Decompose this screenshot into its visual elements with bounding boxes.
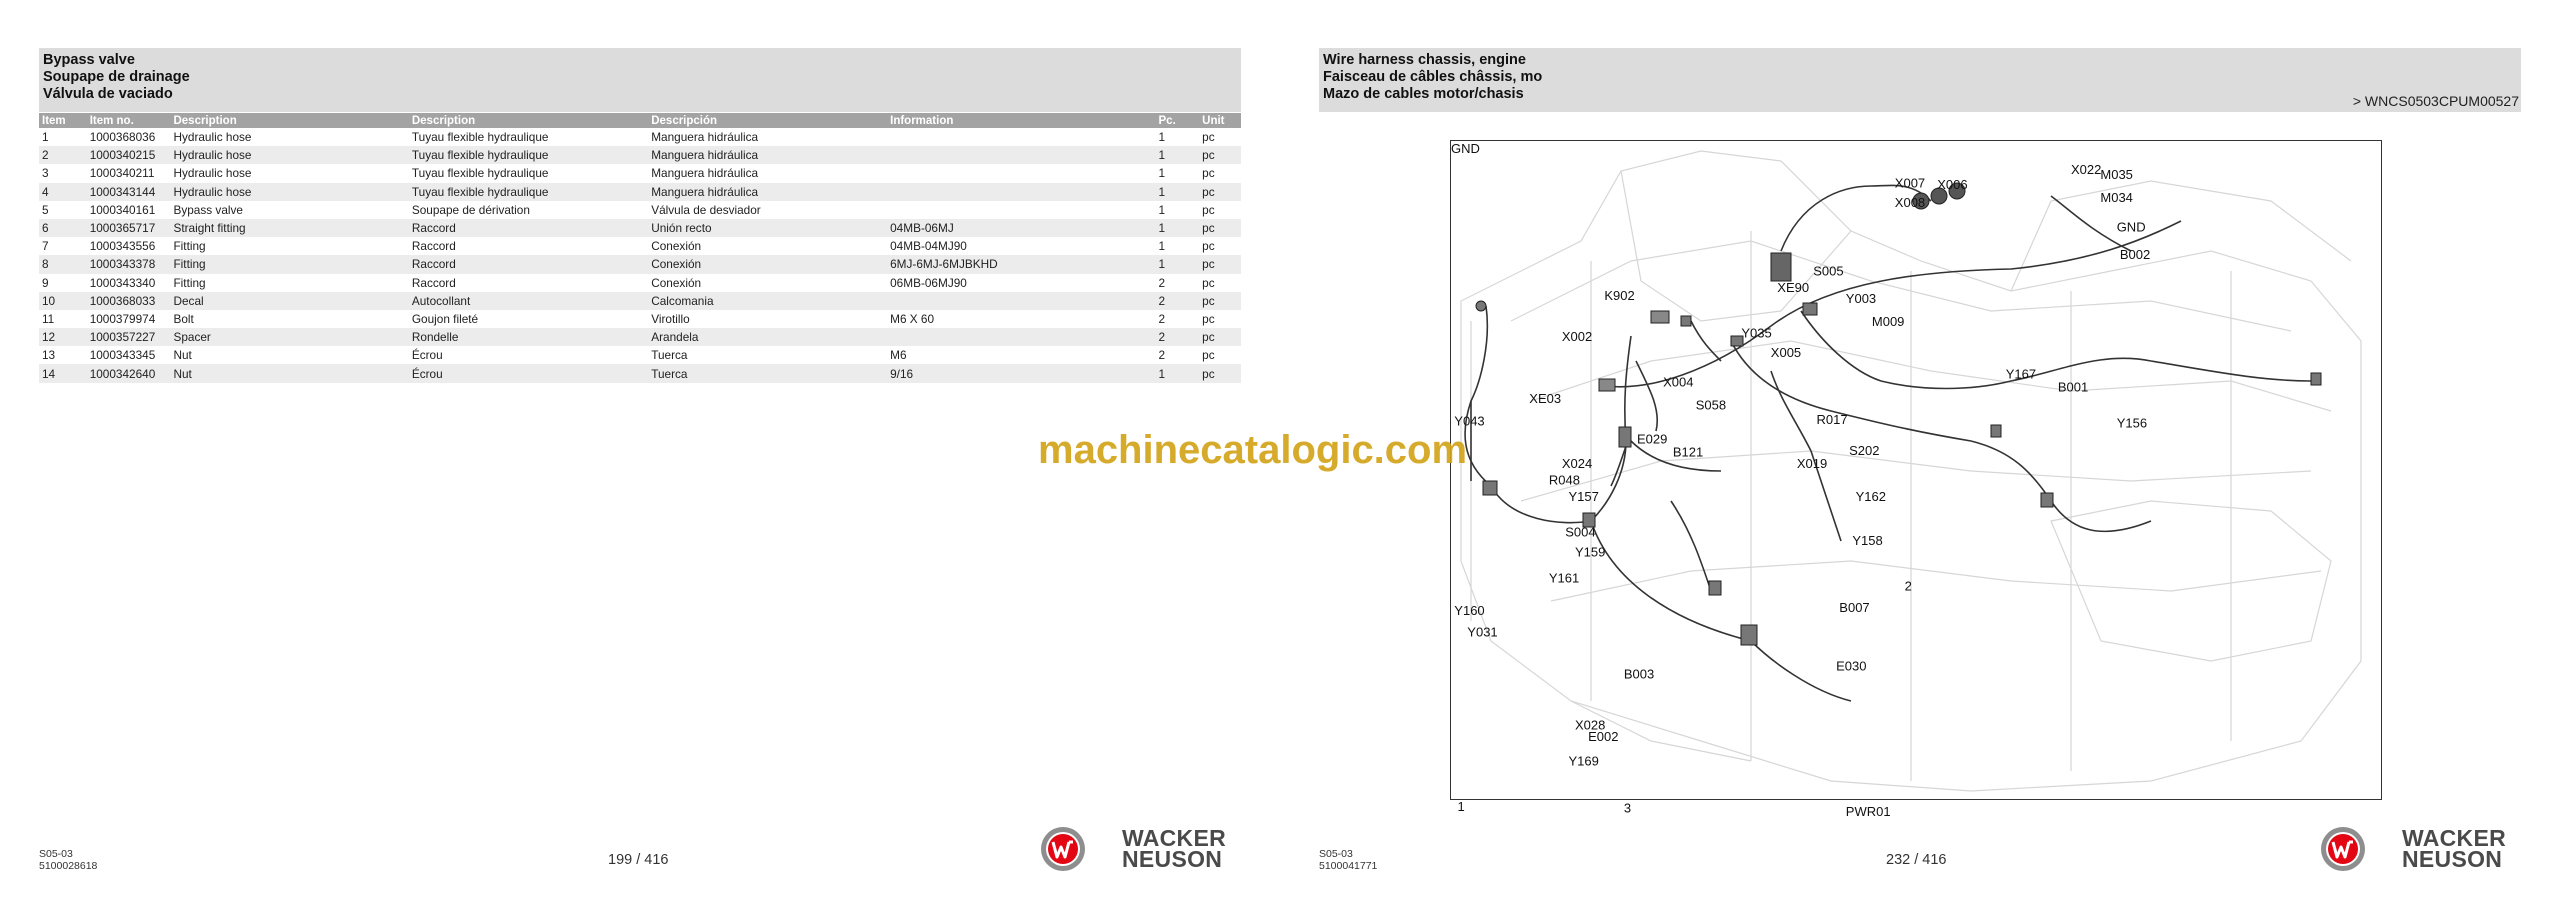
wacker-neuson-logo [2320, 826, 2520, 872]
col-information: Information [887, 113, 1155, 128]
callout-label: E030 [1836, 658, 1867, 674]
page-number: 232 / 416 [1886, 852, 1947, 868]
description-en-cell: Spacer [170, 328, 408, 346]
callout-label: E029 [1637, 431, 1668, 447]
callout-label: Y167 [2005, 366, 2037, 382]
information-cell [887, 183, 1155, 201]
description-en-cell: Hydraulic hose [173, 166, 252, 181]
callout-label: X002 [1561, 328, 1593, 344]
footer-doc-code [39, 848, 97, 872]
item-cell: 6 [39, 219, 87, 237]
unit-cell: pc [1199, 255, 1241, 273]
footer-section: S05-03 [1319, 848, 1353, 860]
table-row [39, 128, 1241, 146]
reference-link[interactable]: > WNCS0503CPUM00527 [2352, 93, 2519, 109]
parts-table [39, 113, 1241, 383]
description-en-cell: Fitting [173, 275, 206, 290]
description-fr-cell: Écrou [409, 364, 648, 382]
information-cell: M6 X 60 [890, 311, 935, 326]
callout-label: Y035 [1741, 325, 1772, 341]
unit-cell: pc [1202, 130, 1215, 145]
pc-cell: 2 [1158, 311, 1166, 326]
unit-cell: pc [1202, 275, 1215, 290]
unit-cell: pc [1202, 311, 1215, 326]
item-cell: 5 [42, 202, 49, 217]
item-no-cell: 1000365717 [87, 219, 171, 237]
item-no-cell: 1000343144 [87, 183, 171, 201]
title-en: Wire harness chassis, engine [1323, 52, 1526, 68]
item-no-cell: 1000340215 [87, 146, 171, 164]
information-cell: 9/16 [887, 364, 1155, 382]
callout-label: B001 [2057, 379, 2089, 395]
callout-label: S005 [1813, 263, 1844, 279]
col-description-en: Description [170, 113, 408, 128]
description-en-cell: Decal [170, 292, 408, 310]
description-fr-cell: Tuyau flexible hydraulique [409, 146, 648, 164]
table-row [39, 274, 1241, 292]
description-es-cell: Manguera hidráulica [651, 130, 759, 145]
description-en-cell: Fitting [170, 255, 408, 273]
wacker-neuson-logo [1040, 826, 1240, 872]
unit-cell: pc [1199, 328, 1241, 346]
description-fr-cell: Tuyau flexible hydraulique [411, 130, 549, 145]
description-en-cell: Bypass valve [173, 202, 243, 217]
callout-label: XE90 [1777, 279, 1810, 295]
callout-label: Y156 [2116, 415, 2148, 431]
item-cell: 8 [39, 255, 87, 273]
callout-label: S004 [1565, 524, 1596, 540]
description-en-cell: Fitting [173, 239, 206, 254]
information-cell: 04MB-06MJ [887, 219, 1155, 237]
description-es-cell: Arandela [648, 328, 887, 346]
callout-label: M035 [2100, 167, 2133, 183]
col-unit: Unit [1199, 113, 1241, 128]
table-row [39, 219, 1241, 237]
callout-label: M009 [1871, 314, 1905, 330]
pc-cell: 1 [1156, 219, 1200, 237]
description-fr-cell: Soupape de dérivation [411, 202, 530, 217]
description-es-cell: Conexión [651, 239, 702, 254]
pc-cell: 1 [1156, 146, 1200, 164]
description-es-cell: Virotillo [651, 311, 690, 326]
description-fr-cell: Raccord [411, 239, 456, 254]
wire-harness-illustration [1451, 141, 2381, 819]
unit-cell: pc [1199, 219, 1241, 237]
callout-label: GND [1451, 141, 1480, 156]
chassis-outline [1461, 151, 2361, 791]
unit-cell: pc [1199, 364, 1241, 382]
table-row [39, 328, 1241, 346]
brand-name [2402, 825, 2507, 872]
description-es-cell: Unión recto [648, 219, 887, 237]
description-fr-cell: Raccord [411, 275, 456, 290]
col-item-no: Item no. [87, 113, 171, 128]
callout-label: S202 [1849, 443, 1880, 459]
callout-label: R048 [1548, 472, 1580, 488]
title-fr: Faisceau de câbles châssis, mo [1323, 69, 1543, 85]
description-en-cell: Hydraulic hose [173, 130, 252, 145]
item-cell: 13 [42, 348, 56, 363]
callout-label: 2 [1904, 578, 1912, 594]
callout-label: X005 [1770, 345, 1802, 361]
callout-label: Y158 [1852, 532, 1883, 548]
callout-label: 1 [1457, 799, 1465, 814]
title-es: Válvula de vaciado [43, 86, 173, 102]
item-cell: 7 [42, 239, 49, 254]
callout-label: Y161 [1548, 570, 1580, 586]
item-cell: 1 [42, 130, 49, 145]
callout-label: B121 [1672, 444, 1704, 460]
callout-label: PWR01 [1845, 803, 1891, 819]
callout-label: X004 [1663, 374, 1694, 390]
unit-cell: pc [1202, 202, 1215, 217]
item-cell: 12 [39, 328, 87, 346]
brand-line-2: NEUSON [1122, 846, 1223, 872]
pc-cell: 2 [1158, 275, 1166, 290]
information-cell: 6MJ-6MJ-6MJBKHD [887, 255, 1155, 273]
footer-doc-number: 5100041771 [1319, 860, 1378, 872]
information-cell [887, 201, 1155, 219]
parts-table-header-row [39, 113, 1241, 128]
parts-table-body [39, 128, 1241, 383]
callout-label: 3 [1623, 800, 1632, 816]
table-row [39, 310, 1241, 328]
item-cell: 3 [42, 166, 49, 181]
description-es-cell: Tuerca [648, 364, 887, 382]
title-en: Bypass valve [43, 52, 135, 68]
description-fr-cell: Raccord [409, 255, 648, 273]
table-row [39, 292, 1241, 310]
callout-label: Y169 [1568, 753, 1599, 769]
unit-cell: pc [1199, 183, 1241, 201]
description-es-cell: Manguera hidráulica [651, 166, 759, 181]
pc-cell: 1 [1156, 255, 1200, 273]
item-no-cell: 1000342640 [87, 364, 171, 382]
description-en-cell: Hydraulic hose [170, 146, 408, 164]
unit-cell: pc [1202, 166, 1215, 181]
description-en-cell: Straight fitting [170, 219, 408, 237]
table-row [39, 237, 1241, 255]
description-en-cell: Hydraulic hose [170, 183, 408, 201]
callout-label: GND [2116, 219, 2146, 235]
diagram-header [1319, 48, 2521, 112]
callout-label: XE03 [1529, 390, 1562, 406]
footer-doc-number: 5100028618 [39, 860, 98, 872]
callout-label: X008 [1894, 194, 1926, 210]
description-es-cell: Tuerca [651, 348, 688, 363]
information-cell [887, 164, 1155, 182]
pc-cell: 1 [1156, 364, 1200, 382]
brand-line-2: NEUSON [2402, 846, 2503, 872]
unit-cell: pc [1202, 348, 1215, 363]
callout-label: Y157 [1568, 488, 1599, 504]
unit-cell: pc [1202, 239, 1215, 254]
item-cell: 2 [39, 146, 87, 164]
wire-harness-diagram [1450, 140, 2382, 819]
title-es: Mazo de cables motor/chasis [1323, 86, 1524, 102]
pc-cell: 1 [1158, 202, 1166, 217]
item-no-cell: 1000368033 [87, 292, 171, 310]
description-es-cell: Conexión [651, 275, 702, 290]
information-cell [887, 146, 1155, 164]
harness-wires [1465, 185, 2311, 701]
description-fr-cell: Écrou [411, 348, 443, 363]
table-row [39, 201, 1241, 219]
callout-label: Y043 [1454, 413, 1485, 429]
pc-cell: 1 [1156, 183, 1200, 201]
information-cell: 04MB-04MJ90 [890, 239, 967, 254]
callout-label: Y160 [1454, 603, 1485, 619]
information-cell [887, 128, 1155, 146]
description-en-cell: Nut [173, 348, 192, 363]
item-no-cell: 1000343340 [89, 275, 156, 290]
col-description-fr: Description [409, 113, 648, 128]
callout-label: Y159 [1575, 544, 1606, 560]
callout-label: K902 [1604, 287, 1635, 303]
description-es-cell: Manguera hidráulica [648, 183, 887, 201]
brand-line-1: WACKER [2402, 825, 2507, 851]
description-en-cell: Bolt [173, 311, 194, 326]
callout-label: S058 [1695, 397, 1727, 413]
callout-label: B007 [1839, 599, 1870, 615]
watermark: machinecatalogic.com [1038, 428, 1468, 472]
information-cell: M6 [890, 348, 907, 363]
callout-label: X006 [1937, 176, 1968, 192]
item-cell: 4 [39, 183, 87, 201]
item-no-cell: 1000340161 [89, 202, 156, 217]
table-row [39, 346, 1241, 364]
callout-label: X019 [1796, 456, 1828, 472]
table-row [39, 364, 1241, 382]
item-cell: 14 [39, 364, 87, 382]
col-description-es: Descripción [648, 113, 887, 128]
brand-emblem-icon [1040, 826, 1086, 872]
item-cell: 10 [39, 292, 87, 310]
brand-name [1122, 825, 1227, 872]
unit-cell: pc [1199, 292, 1241, 310]
table-row [39, 146, 1241, 164]
information-cell [887, 292, 1155, 310]
callout-label: X028 [1575, 717, 1606, 733]
callout-label: Y003 [1845, 291, 1877, 307]
description-fr-cell: Tuyau flexible hydraulique [411, 166, 549, 181]
callout-label: B002 [2119, 247, 2151, 263]
description-en-cell: Nut [170, 364, 408, 382]
callout-label: X024 [1561, 456, 1593, 472]
description-fr-cell: Autocollant [409, 292, 648, 310]
callout-label: X007 [1894, 175, 1926, 191]
item-cell: 11 [42, 311, 55, 326]
page-number: 199 / 416 [608, 852, 669, 868]
callout-label: B003 [1623, 666, 1655, 682]
brand-line-1: WACKER [1122, 825, 1227, 851]
pc-cell: 2 [1156, 292, 1200, 310]
information-cell: 06MB-06MJ90 [890, 275, 967, 290]
description-fr-cell: Raccord [409, 219, 648, 237]
table-row [39, 164, 1241, 182]
pc-cell: 2 [1158, 348, 1166, 363]
pc-cell: 1 [1158, 130, 1166, 145]
footer-section: S05-03 [39, 848, 73, 860]
item-no-cell: 1000343345 [89, 348, 156, 363]
item-no-cell: 1000379974 [89, 311, 156, 326]
item-no-cell: 1000343378 [87, 255, 171, 273]
item-no-cell: 1000357227 [87, 328, 171, 346]
description-fr-cell: Rondelle [409, 328, 648, 346]
harness-connectors [1476, 183, 2321, 645]
description-fr-cell: Tuyau flexible hydraulique [409, 183, 648, 201]
item-no-cell: 1000340211 [89, 166, 155, 181]
col-item: Item [39, 113, 87, 128]
col-pc: Pc. [1156, 113, 1200, 128]
title-fr: Soupape de drainage [43, 69, 190, 85]
pc-cell: 1 [1158, 239, 1166, 254]
description-es-cell: Conexión [648, 255, 887, 273]
description-es-cell: Manguera hidráulica [648, 146, 887, 164]
callout-label: M034 [2100, 190, 2133, 205]
table-row [39, 255, 1241, 273]
description-fr-cell: Goujon fileté [411, 311, 479, 326]
information-cell [887, 328, 1155, 346]
callout-label: Y162 [1855, 488, 1886, 504]
callout-label: Y031 [1467, 624, 1498, 640]
footer-doc-code [1319, 848, 1377, 872]
callout-label: R017 [1816, 412, 1848, 427]
table-row [39, 183, 1241, 201]
parts-list-header [39, 48, 1241, 112]
unit-cell: pc [1199, 146, 1241, 164]
pc-cell: 1 [1158, 166, 1166, 181]
callout-label: X022 [2071, 162, 2102, 178]
description-es-cell: Calcomania [648, 292, 887, 310]
item-cell: 9 [42, 275, 49, 290]
brand-emblem-icon [2320, 826, 2366, 872]
item-no-cell: 1000343556 [89, 239, 156, 254]
item-no-cell: 1000368036 [89, 130, 156, 145]
pc-cell: 2 [1156, 328, 1200, 346]
callout-label: E002 [1588, 728, 1619, 744]
description-es-cell: Válvula de desviador [651, 202, 761, 217]
